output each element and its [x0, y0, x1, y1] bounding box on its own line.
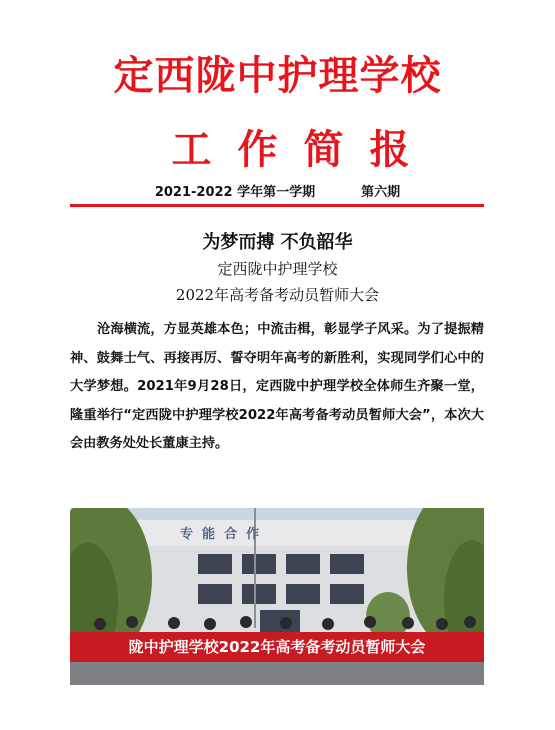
term-label: 2021-2022 学年第一学期	[154, 185, 316, 200]
article-body	[70, 316, 484, 459]
event-photo-illustration	[70, 508, 484, 685]
article-subhead-event: 2022年高考备考动员暂师大会	[175, 286, 380, 304]
article-paragraph: 沧海横流，方显英雄本色；中流击楫，彰显学子风采。为了提振精神、鼓舞士气、再接再厉、誓夺明年高考的新胜利，实现同学们心中的大学梦想。2021年9月28日，定西陇中护理学校全体师生齐聚一堂，隆重举行“定西陇中护理学校2022年高考备考动员暂师大会”，本次大会由教务处处长董康主持。	[70, 322, 484, 452]
issue-line	[0, 181, 555, 200]
event-banner: 陇中护理学校2022年高考备考动员暂师大会	[128, 638, 426, 656]
building-sign: 专 能 合 作	[180, 527, 260, 542]
article-headline: 为梦而搏 不负韶华	[202, 232, 353, 253]
article-subhead-school: 定西陇中护理学校	[217, 260, 338, 278]
issue-number: 第六期	[361, 185, 401, 200]
newsletter-title: 工作简报	[171, 126, 436, 173]
newsletter-school-name: 定西陇中护理学校	[113, 52, 442, 99]
event-photo	[70, 508, 484, 685]
header-divider	[70, 204, 484, 207]
